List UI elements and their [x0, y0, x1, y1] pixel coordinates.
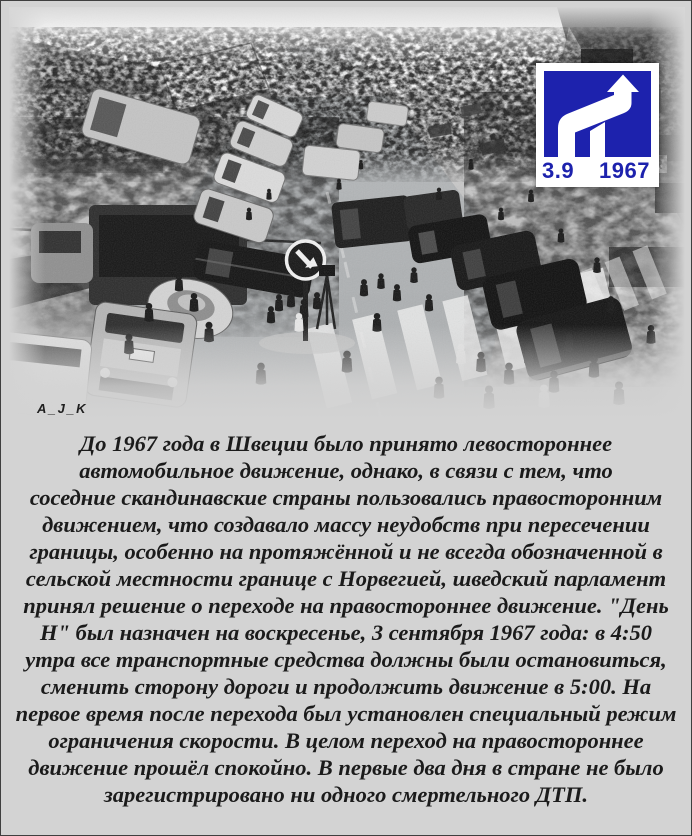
dagen-h-arrow-icon [544, 71, 651, 157]
article-line: Н" был назначен на воскресенье, 3 сентября 1967 года: в 4:50 [39, 620, 653, 645]
article-line: сельской местности границе с Норвегией, шведский парламент [25, 566, 667, 591]
logo-year-label: 1967 [599, 158, 650, 183]
article-line: движением, что создавало массу неудобств при пересечении [42, 512, 650, 537]
photo-dagen-h [9, 7, 685, 419]
article-line: зарегистрировано ни одного смертельного ДТП. [104, 782, 588, 807]
article-text [1, 430, 691, 808]
photo-fade-bottom [9, 325, 685, 419]
dagen-h-logo [536, 63, 659, 187]
article-line: автомобильное движение, однако, в связи с тем, что [79, 458, 613, 483]
article-line: первое время после перехода был установлен специальный режим [15, 701, 677, 726]
article-line: принял решение о переходе на правостороннее движение. "День [23, 593, 669, 618]
article-line: границы, особенно на протяжённой и не всегда обозначенной в [29, 539, 663, 564]
article-line: утра все транспортные средства должны были остановиться, [25, 647, 667, 672]
logo-day-label: 3.9 [542, 158, 575, 183]
article-line: ограничения скорости. В целом переход на правостороннее [48, 728, 644, 753]
photo-fade-top [9, 7, 685, 37]
article-line: сменить сторону дороги и продолжить движение в 5:00. На [40, 674, 652, 699]
dagen-h-date [536, 157, 659, 185]
watermark: A_J_K [37, 401, 88, 416]
article-line: До 1967 года в Швеции было принято левостороннее [79, 431, 613, 456]
article-line: движение прошёл спокойно. В первые два дня в стране не было [28, 755, 664, 780]
article-line: соседние скандинавские страны пользовались правосторонним [29, 485, 663, 510]
